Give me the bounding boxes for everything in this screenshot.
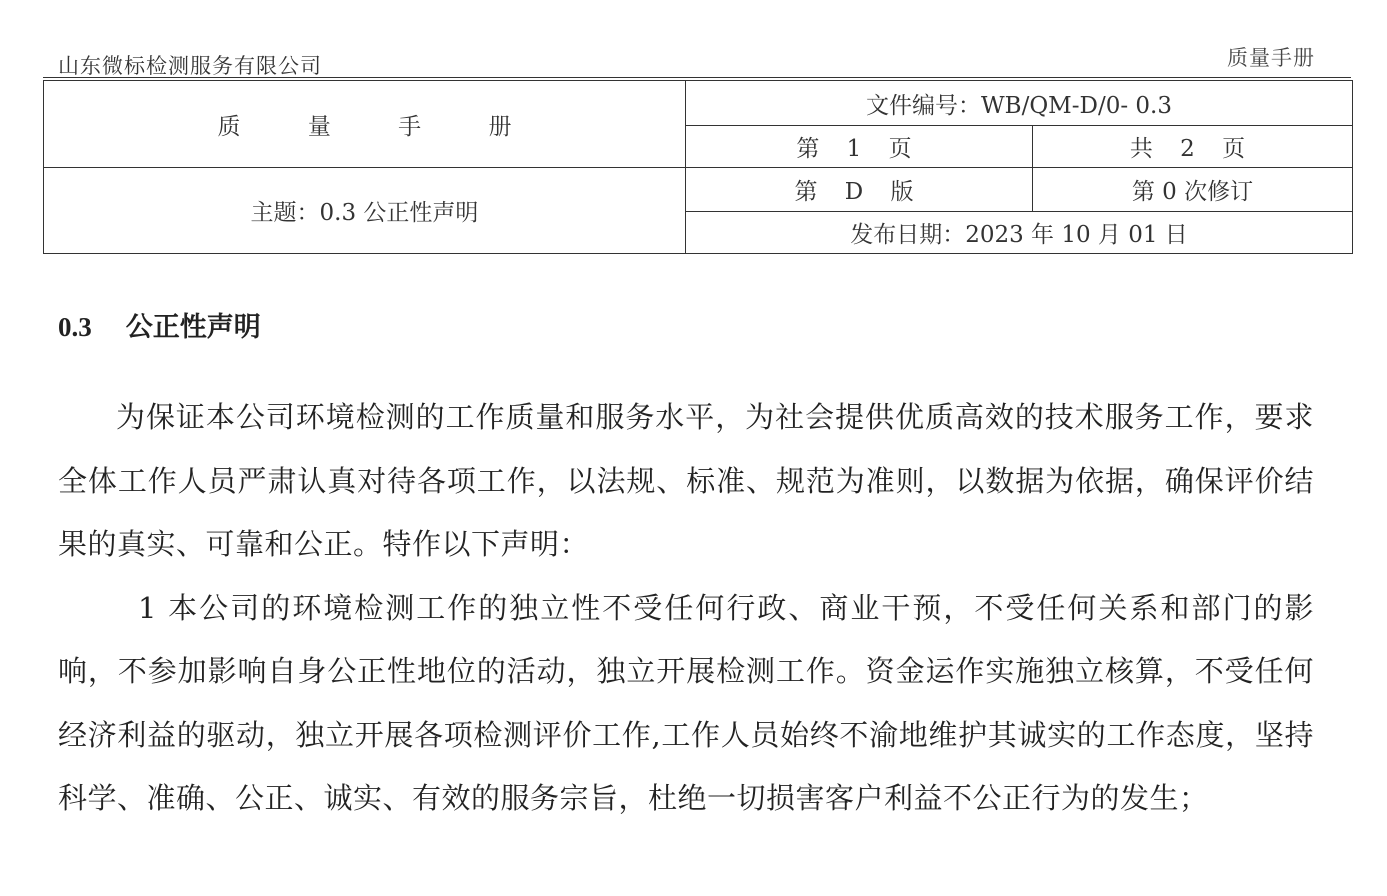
manual-title-cell: 质 量 手 册 (44, 81, 686, 168)
body-text (58, 386, 1314, 831)
release-date-cell: 发布日期：2023 年 10 月 01 日 (686, 212, 1353, 254)
document-info-table (43, 80, 1353, 254)
revision-cell: 第 0 次修订 (1033, 168, 1353, 212)
total-pages-cell: 共 2 页 (1033, 126, 1353, 168)
manual-name: 质量手册 (1227, 46, 1315, 70)
section-heading (58, 305, 261, 344)
doc-number-cell: 文件编号：WB/QM-D/0- 0.3 (686, 81, 1353, 126)
section-number: 0.3 (58, 312, 92, 342)
company-name: 山东微标检测服务有限公司 (58, 54, 322, 78)
clause-1-paragraph: 1 本公司的环境检测工作的独立性不受任何行政、商业干预，不受任何关系和部门的影响，不参加影响自身公正性地位的活动，独立开展检测工作。资金运作实施独立核算，不受任何经济利益的驱动，独立开展各项检测评价工作,工作人员始终不渝地维护其诚实的工作态度，坚持科学、准确、公正、诚实、有效的服务宗旨，杜绝一切损害客户利益不公正行为的发生； (58, 590, 1314, 815)
header-rule (43, 77, 1351, 78)
subject-cell: 主题：0.3 公正性声明 (44, 168, 686, 254)
edition-cell: 第 D 版 (686, 168, 1033, 212)
page-header (0, 0, 1387, 80)
section-title: 公正性声明 (125, 312, 261, 343)
page-number-cell: 第 1 页 (686, 126, 1033, 168)
intro-paragraph: 为保证本公司环境检测的工作质量和服务水平，为社会提供优质高效的技术服务工作，要求全体工作人员严肃认真对待各项工作，以法规、标准、规范为准则，以数据为依据，确保评价结果的真实、可靠和公正。特作以下声明： (58, 400, 1314, 561)
